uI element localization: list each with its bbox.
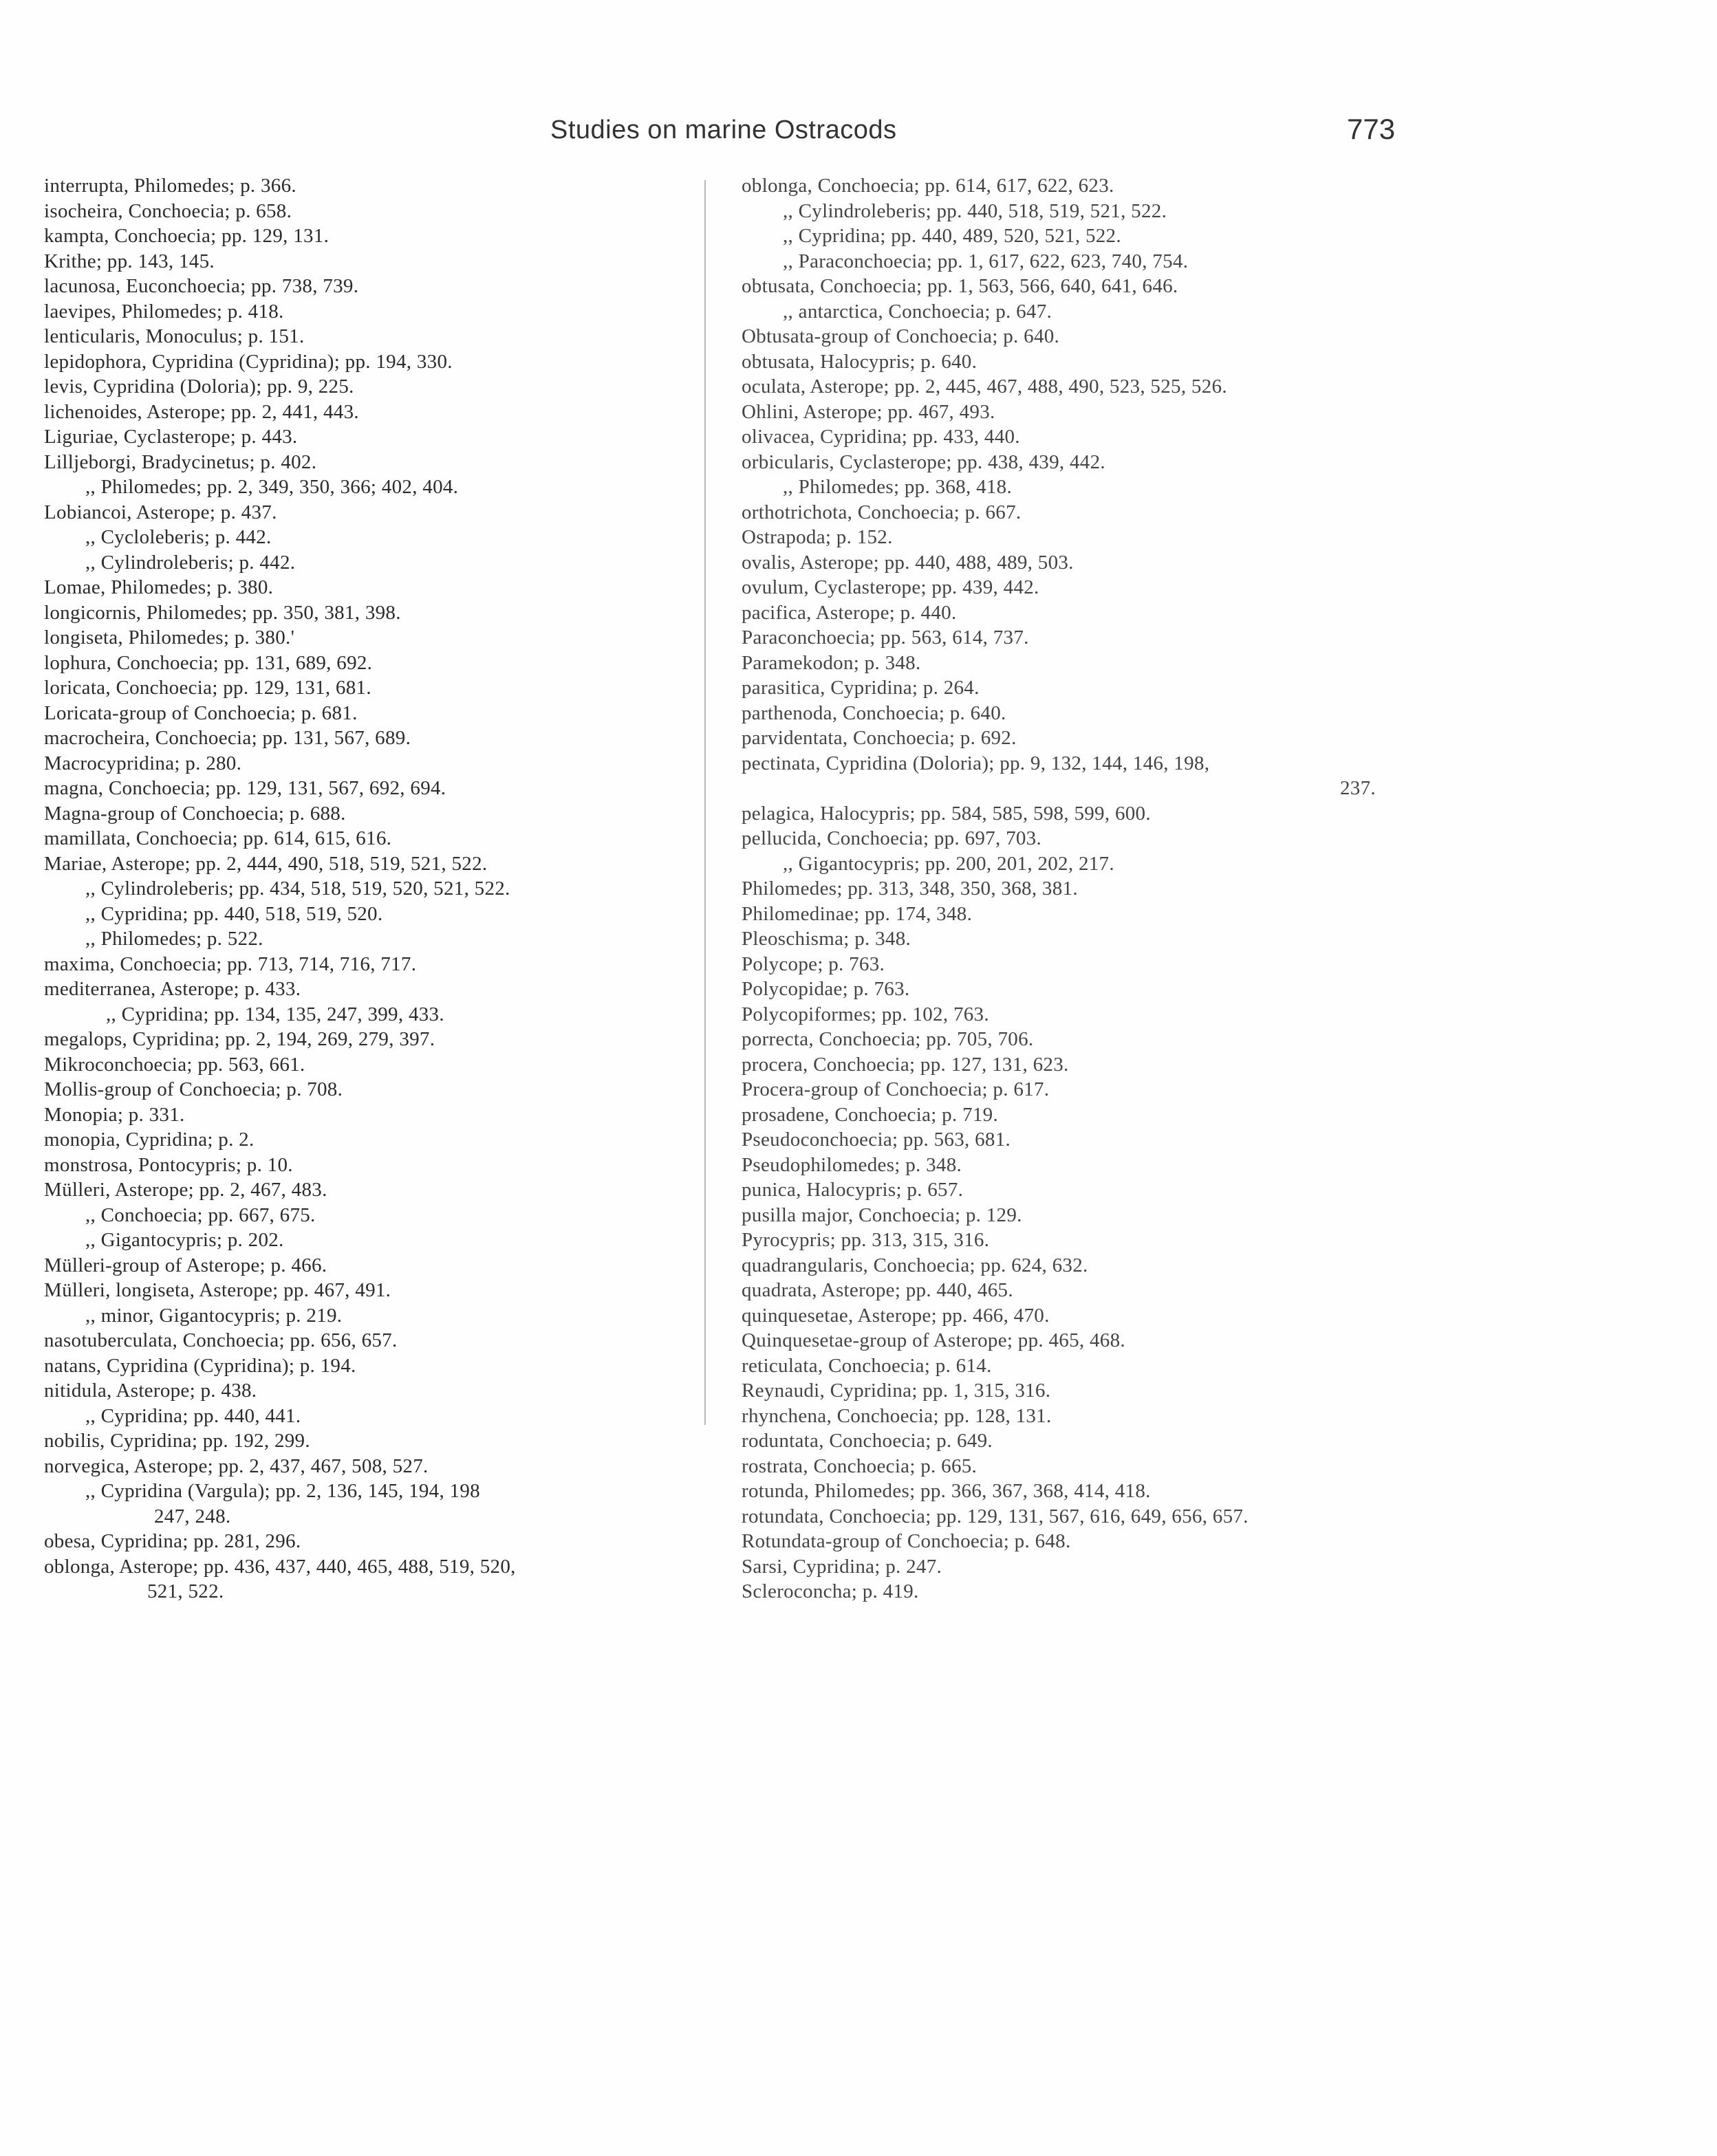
index-entry: ,, Cypridina; pp. 440, 518, 519, 520.	[85, 902, 383, 925]
index-entry: Loricata-group of Conchoecia; p. 681.	[44, 701, 358, 724]
index-entry: pellucida, Conchoecia; pp. 697, 703.	[742, 827, 1042, 849]
page-header	[0, 113, 1717, 157]
index-entry: ovulum, Cyclasterope; pp. 439, 442.	[742, 576, 1039, 598]
index-entry: macrocheira, Conchoecia; pp. 131, 567, 689.	[44, 727, 411, 749]
index-entry: Ostrapoda; p. 152.	[742, 526, 893, 548]
index-entry: oblonga, Asterope; pp. 436, 437, 440, 465, 488, 519, 520,	[44, 1555, 516, 1578]
index-entry: prosadene, Conchoecia; p. 719.	[742, 1103, 999, 1126]
index-entry: porrecta, Conchoecia; pp. 705, 706.	[742, 1028, 1034, 1050]
index-entry: longiseta, Philomedes; p. 380.'	[44, 627, 295, 649]
index-entry: loricata, Conchoecia; pp. 129, 131, 681.	[44, 677, 371, 699]
index-entry: Paraconchoecia; pp. 563, 614, 737.	[742, 627, 1029, 649]
index-entry: Quinquesetae-group of Asterope; pp. 465, 468.	[742, 1329, 1125, 1351]
index-entry: monstrosa, Pontocypris; p. 10.	[44, 1153, 293, 1176]
index-entry: Polycopidae; p. 763.	[742, 978, 910, 1000]
index-entry: Mülleri-group of Asterope; p. 466.	[44, 1254, 327, 1276]
index-entry: orthotrichota, Conchoecia; p. 667.	[742, 501, 1022, 523]
index-entry: interrupta, Philomedes; p. 366.	[44, 175, 296, 197]
index-entry: Obtusata-group of Conchoecia; p. 640.	[742, 325, 1060, 347]
index-entry: ,, Cylindroleberis; pp. 434, 518, 519, 520, 521, 522.	[85, 878, 510, 900]
index-entry: Pseudoconchoecia; pp. 563, 681.	[742, 1129, 1011, 1151]
index-entry: rotundata, Conchoecia; pp. 129, 131, 567, 616, 649, 656, 657.	[742, 1505, 1249, 1527]
index-entry: nobilis, Cypridina; pp. 192, 299.	[44, 1430, 310, 1452]
index-entry: Polycope; p. 763.	[742, 952, 885, 975]
index-entry: Pseudophilomedes; p. 348.	[742, 1153, 962, 1176]
index-entry: monopia, Cypridina; p. 2.	[44, 1129, 255, 1151]
index-entry: ,, Cylindroleberis; pp. 440, 518, 519, 521, 522.	[783, 199, 1167, 222]
index-entry: 237.	[1340, 777, 1376, 799]
index-entry: pusilla major, Conchoecia; p. 129.	[742, 1204, 1022, 1226]
index-entry: 247, 248.	[154, 1505, 231, 1527]
index-entry: mediterranea, Asterope; p. 433.	[44, 978, 301, 1000]
index-entry: ,, Cypridina (Vargula); pp. 2, 136, 145, 194, 198	[85, 1480, 480, 1502]
index-entry: ,, Cycloleberis; p. 442.	[85, 526, 272, 548]
index-entry: Lomae, Philomedes; p. 380.	[44, 576, 274, 598]
index-entry: kampta, Conchoecia; pp. 129, 131.	[44, 225, 330, 247]
index-entry: ,, Conchoecia; pp. 667, 675.	[85, 1204, 316, 1226]
index-entry: lophura, Conchoecia; pp. 131, 689, 692.	[44, 651, 373, 674]
index-entry: Mülleri, Asterope; pp. 2, 467, 483.	[44, 1179, 327, 1201]
index-entry: obtusata, Halocypris; p. 640.	[742, 350, 978, 373]
index-entry: ,, minor, Gigantocypris; p. 219.	[85, 1304, 343, 1327]
index-entry: Philomedes; pp. 313, 348, 350, 368, 381.	[742, 878, 1078, 900]
index-entry: Polycopiformes; pp. 102, 763.	[742, 1003, 989, 1025]
index-entry: Mariae, Asterope; pp. 2, 444, 490, 518, 519, 521, 522.	[44, 852, 488, 875]
index-entry: Lilljeborgi, Bradycinetus; p. 402.	[44, 450, 317, 473]
index-entry: Lobiancoi, Asterope; p. 437.	[44, 501, 277, 523]
index-entry: rotunda, Philomedes; pp. 366, 367, 368, 414, 418.	[742, 1480, 1151, 1502]
index-entry: Macrocypridina; p. 280.	[44, 752, 242, 774]
index-entry: Magna-group of Conchoecia; p. 688.	[44, 802, 346, 825]
index-entry: parasitica, Cypridina; p. 264.	[742, 677, 980, 699]
index-entry: ,, Paraconchoecia; pp. 1, 617, 622, 623, 740, 754.	[783, 250, 1189, 272]
index-entry: levis, Cypridina (Doloria); pp. 9, 225.	[44, 375, 354, 398]
index-entry: Mikroconchoecia; pp. 563, 661.	[44, 1053, 305, 1076]
index-entry: obesa, Cypridina; pp. 281, 296.	[44, 1530, 301, 1552]
index-entry: Philomedinae; pp. 174, 348.	[742, 902, 973, 925]
index-entry: ,, Philomedes; pp. 2, 349, 350, 366; 402, 404.	[85, 476, 459, 498]
index-entry: ,, antarctica, Conchoecia; p. 647.	[783, 300, 1052, 323]
index-entry: orbicularis, Cyclasterope; pp. 438, 439, 442.	[742, 450, 1105, 473]
index-entry: parthenoda, Conchoecia; p. 640.	[742, 701, 1006, 724]
index-entry: quadrata, Asterope; pp. 440, 465.	[742, 1279, 1013, 1301]
index-entry: nasotuberculata, Conchoecia; pp. 656, 657.	[44, 1329, 398, 1351]
index-entry: maxima, Conchoecia; pp. 713, 714, 716, 717.	[44, 952, 417, 975]
index-entry: rostrata, Conchoecia; p. 665.	[742, 1455, 978, 1477]
index-entry: mamillata, Conchoecia; pp. 614, 615, 616.	[44, 827, 392, 849]
index-entry: obtusata, Conchoecia; pp. 1, 563, 566, 640, 641, 646.	[742, 275, 1178, 297]
index-entry: lichenoides, Asterope; pp. 2, 441, 443.	[44, 400, 359, 423]
index-column-right	[742, 173, 1416, 1604]
index-entry: pelagica, Halocypris; pp. 584, 585, 598, 599, 600.	[742, 802, 1151, 825]
index-entry: Procera-group of Conchoecia; p. 617.	[742, 1078, 1050, 1100]
index-entry: Krithe; pp. 143, 145.	[44, 250, 215, 272]
index-entry: ,, Cypridina; pp. 440, 441.	[85, 1404, 301, 1427]
page-number: 773	[1347, 113, 1396, 145]
index-entry: Monopia; p. 331.	[44, 1103, 185, 1126]
index-entry: roduntata, Conchoecia; p. 649.	[742, 1430, 993, 1452]
index-entry: procera, Conchoecia; pp. 127, 131, 623.	[742, 1053, 1069, 1076]
index-entry: quinquesetae, Asterope; pp. 466, 470.	[742, 1304, 1050, 1327]
index-entry: natans, Cypridina (Cypridina); p. 194.	[44, 1354, 356, 1377]
index-entry: ,, Cypridina; pp. 134, 135, 247, 399, 433.	[106, 1003, 444, 1025]
index-entry: magna, Conchoecia; pp. 129, 131, 567, 692, 694.	[44, 777, 446, 799]
index-entry: punica, Halocypris; p. 657.	[742, 1179, 964, 1201]
index-entry: Paramekodon; p. 348.	[742, 651, 921, 674]
index-entry: olivacea, Cypridina; pp. 433, 440.	[742, 426, 1020, 448]
index-entry: lacunosa, Euconchoecia; pp. 738, 739.	[44, 275, 359, 297]
index-entry: 521, 522.	[147, 1580, 224, 1602]
index-entry: Liguriae, Cyclasterope; p. 443.	[44, 426, 298, 448]
index-entry: Pyrocypris; pp. 313, 315, 316.	[742, 1229, 990, 1251]
index-entry: rhynchena, Conchoecia; pp. 128, 131.	[742, 1404, 1052, 1427]
index-entry: reticulata, Conchoecia; p. 614.	[742, 1354, 992, 1377]
index-entry: Mollis-group of Conchoecia; p. 708.	[44, 1078, 343, 1100]
index-entry: ,, Gigantocypris; pp. 200, 201, 202, 217.	[783, 852, 1114, 875]
index-entry: ,, Cylindroleberis; p. 442.	[85, 551, 296, 574]
index-entry: quadrangularis, Conchoecia; pp. 624, 632.	[742, 1254, 1088, 1276]
index-entry: Pleoschisma; p. 348.	[742, 928, 911, 950]
index-entry: ,, Philomedes; pp. 368, 418.	[783, 476, 1013, 498]
index-entry: oblonga, Conchoecia; pp. 614, 617, 622, 623.	[742, 175, 1114, 197]
index-entry: ovalis, Asterope; pp. 440, 488, 489, 503.	[742, 551, 1074, 574]
index-entry: laevipes, Philomedes; p. 418.	[44, 300, 284, 323]
index-entry: Mülleri, longiseta, Asterope; pp. 467, 491.	[44, 1279, 391, 1301]
index-entry: nitidula, Asterope; p. 438.	[44, 1380, 257, 1402]
index-entry: pacifica, Asterope; p. 440.	[742, 601, 957, 624]
index-entry: norvegica, Asterope; pp. 2, 437, 467, 508, 527.	[44, 1455, 429, 1477]
index-entry: megalops, Cypridina; pp. 2, 194, 269, 279, 397.	[44, 1028, 435, 1050]
index-entry: lenticularis, Monoculus; p. 151.	[44, 325, 305, 347]
index-entry: Ohlini, Asterope; pp. 467, 493.	[742, 400, 995, 423]
index-entry: longicornis, Philomedes; pp. 350, 381, 398.	[44, 601, 401, 624]
index-entry: Rotundata-group of Conchoecia; p. 648.	[742, 1530, 1071, 1552]
index-entry: Scleroconcha; p. 419.	[742, 1580, 919, 1602]
index-entry: oculata, Asterope; pp. 2, 445, 467, 488, 490, 523, 525, 526.	[742, 375, 1227, 398]
index-column-left	[44, 173, 704, 1604]
index-entry: isocheira, Conchoecia; p. 658.	[44, 199, 292, 222]
index-entry: ,, Cypridina; pp. 440, 489, 520, 521, 522.	[783, 225, 1121, 247]
index-entry: pectinata, Cypridina (Doloria); pp. 9, 132, 144, 146, 198,	[742, 752, 1210, 774]
index-entry: Reynaudi, Cypridina; pp. 1, 315, 316.	[742, 1380, 1051, 1402]
index-entry: Sarsi, Cypridina; p. 247.	[742, 1555, 942, 1578]
index-entry: parvidentata, Conchoecia; p. 692.	[742, 727, 1017, 749]
index-entry: ,, Philomedes; p. 522.	[85, 928, 263, 950]
column-divider	[704, 180, 706, 1425]
index-entry: lepidophora, Cypridina (Cypridina); pp. 194, 330.	[44, 350, 453, 373]
index-entry: ,, Gigantocypris; p. 202.	[85, 1229, 284, 1251]
running-title: Studies on marine Ostracods	[550, 116, 897, 144]
